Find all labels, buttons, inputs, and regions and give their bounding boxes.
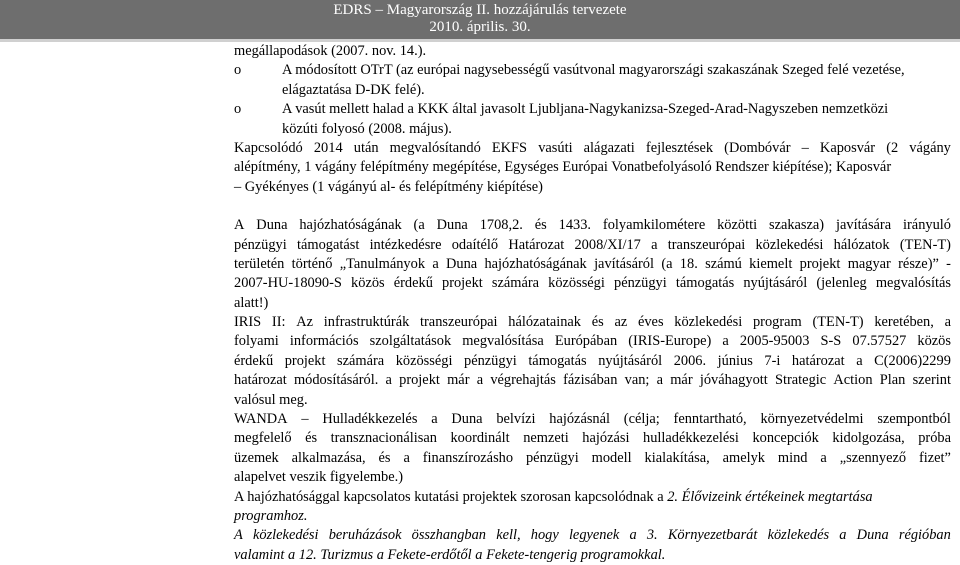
bullet-icon: o xyxy=(234,62,242,79)
text-line: pénzügyi támogatást intézkedésre odaítélő Határozat 2008/XI/17 a transzeurópai közlekedési hálózatok (TEN-T) xyxy=(234,236,951,253)
program-name-italic: 2. Élővizeink értékeinek megtartása xyxy=(667,488,873,505)
text-line: határozat módosításáról. a projekt már a végrehajtás fázisában van; a már jóváhagyott Strategic Action Plan szerint xyxy=(234,372,951,389)
italic-text: A közlekedési beruházások összhangban kell, hogy legyenek a 3. Környezetbarát közlekedés a Duna régióban xyxy=(234,527,951,544)
text-line: alapelvet veszik figyelembe.) xyxy=(234,469,404,486)
header-date: 2010. április. 30. xyxy=(429,19,531,35)
bullet-icon: o xyxy=(234,101,242,118)
paragraph-gap xyxy=(234,197,951,216)
text-line: közúti folyosó (2008. május). xyxy=(282,120,452,137)
text-line: megállapodások (2007. nov. 14.). xyxy=(234,43,427,59)
text-line: A Duna hajózhatóságának (a Duna 1708,2. és 1433. folyamkilométere közötti szakasza) javítására irányuló xyxy=(234,217,951,234)
text-line: WANDA – Hulladékkezelés a Duna belvízi hajózásnál (célja; fenntartható, környezetvédelmi szempontból xyxy=(234,411,951,428)
list-item xyxy=(234,100,951,119)
text-line: IRIS II: Az infrastruktúrák transzeurópai hálózatainak és az éves közlekedési program (TEN-T) keretében, a xyxy=(234,314,951,331)
text-line: valósul meg. xyxy=(234,391,308,408)
text-line: elágaztatása D-DK felé). xyxy=(282,81,425,98)
text-line: érdekű projekt számára közösségi pénzügyi támogatás nyújtásáról 2006. június 7-i határozat a C(2006)2299 xyxy=(234,352,951,369)
text-line: üzemek alkalmazása, és a finanszírozásho pénzügyi modell kialakítása, amelyk mind a „szennyező fizet” xyxy=(234,449,951,466)
program-name-italic: programhoz. xyxy=(234,507,308,524)
header-title: EDRS – Magyarország II. hozzájárulás tervezete xyxy=(333,2,627,18)
text-line: 2007-HU-18090-S közös érdekű projekt számára közösségi pénzügyi támogatás nyújtásáról (jelenleg megvalósítás xyxy=(234,275,951,292)
text-segment: A hajózhatósággal kapcsolatos kutatási projektek szorosan kapcsolódnak a xyxy=(234,488,664,505)
list-item-text: A módosított OTrT (az európai nagysebességű vasútvonal magyarországi szakaszának Szeged felé vezetése, xyxy=(282,62,905,79)
page-header xyxy=(0,0,960,39)
text-line: Kapcsolódó 2014 után megvalósítandó EKFS vasúti alágazati fejlesztések (Dombóvár – Kaposvár (2 vágány xyxy=(234,139,951,156)
text-line xyxy=(234,526,951,545)
text-line: alatt!) xyxy=(234,294,269,311)
text-line xyxy=(234,488,951,507)
list-item-text: A vasút mellett halad a KKK által javasolt Ljubljana-Nagykanizsa-Szeged-Arad-Nagyszeben nemzetközi xyxy=(282,101,889,118)
text-line: alépítmény, 1 vágány felépítmény megépítése, Egységes Európai Vonatbefolyásoló Rendszer kiépítése); Kaposvár xyxy=(234,159,892,176)
text-line: területén történő „Tanulmányok a Duna hajózhatóságának javításáról (a 18. számú kiemelt projekt magyar része)” - xyxy=(234,255,951,272)
document-body xyxy=(234,42,951,565)
list-item xyxy=(234,61,951,80)
italic-text: valamint a 12. Turizmus a Fekete-erdőtől a Fekete-tengerig programokkal. xyxy=(234,546,666,563)
text-line: folyami információs szolgáltatások megvalósítása Európában (IRIS-Europe) a 2005-95003 S-S 07.57527 közös xyxy=(234,333,951,350)
text-line: – Gyékényes (1 vágányú al- és felépítmény kiépítése) xyxy=(234,178,543,195)
text-line: megfelelő és transznacionálisan koordinált nemzeti hajózási hulladékkezelési koncepciók kidolgozása, próba xyxy=(234,430,951,447)
text-line xyxy=(234,507,951,526)
text-line xyxy=(234,546,951,565)
